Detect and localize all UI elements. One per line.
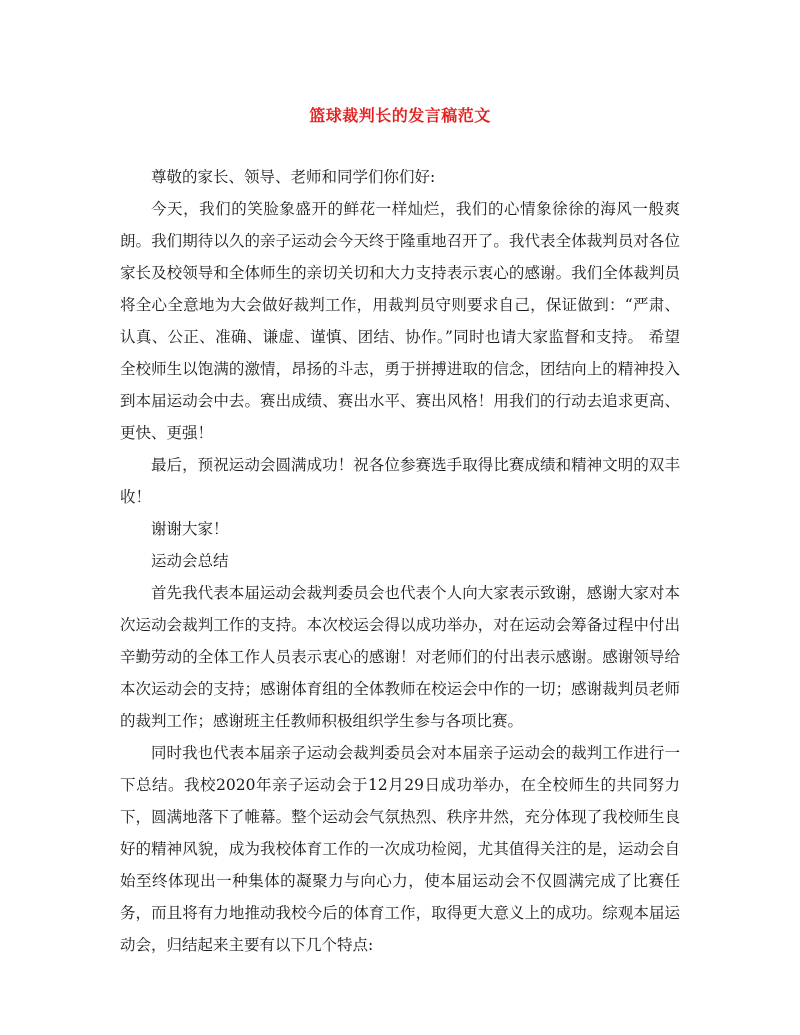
section-heading: 运动会总结 (151, 552, 229, 570)
document-title: 篮球裁判长的发言稿范文 (309, 106, 491, 125)
paragraph-wishes: 最后，预祝运动会圆满成功！祝各位参赛选手取得比赛成绩和精神文明的双丰收！ (120, 456, 680, 506)
paragraph-summary-review: 同时我也代表本届亲子运动会裁判委员会对本届亲子运动会的裁判工作进行一下总结。我校2020年亲子运动会于12月29日成功举办，在全校师生的共同努力下，圆满地落下了帷幕。整个运动会气氛热烈、秩序井然，充分体现了我校师生良好的精神风貌，成为我校体育工作的一次成功检阅，尤其值得关注的是，运动会自始至终体现出一种集体的凝聚力与向心力，使本届运动会不仅圆满完成了比赛任务，而且将有力地推动我校今后的体育工作，取得更大意义上的成功。综观本届运动会，归结起来主要有以下几个特点: (120, 744, 680, 954)
paragraph-thanks: 谢谢大家！ (151, 520, 229, 538)
paragraph-greeting: 尊敬的家长、领导、老师和同学们你们好: (151, 168, 436, 186)
document-body (120, 161, 680, 961)
paragraph-opening: 今天，我们的笑脸象盛开的鲜花一样灿烂，我们的心情象徐徐的海风一般爽朗。我们期待以久的亲子运动会今天终于隆重地召开了。我代表全体裁判员对各位家长及校领导和全体师生的亲切关切和大力支持表示衷心的感谢。我们全体裁判员将全心全意地为大会做好裁判工作，用裁判员守则要求自己，保证做到：“严肃、认真、公正、准确、谦虚、谨慎、团结、协作。”同时也请大家监督和支持。 希望全校师生以饱满的激情，昂扬的斗志，勇于拼搏进取的信念，团结向上的精神投入到本届运动会中去。赛出成绩、赛出水平、赛出风格！用我们的行动去追求更高、更快、更强！ (120, 200, 680, 442)
paragraph-summary-thanks: 首先我代表本届运动会裁判委员会也代表个人向大家表示致谢，感谢大家对本次运动会裁判工作的支持。本次校运会得以成功举办，对在运动会筹备过程中付出辛勤劳动的全体工作人员表示衷心的感谢！对老师们的付出表示感谢。感谢领导给本次运动会的支持；感谢体育组的全体教师在校运会中作的一切；感谢裁判员老师的裁判工作；感谢班主任教师积极组织学生参与各项比赛。 (120, 584, 680, 730)
